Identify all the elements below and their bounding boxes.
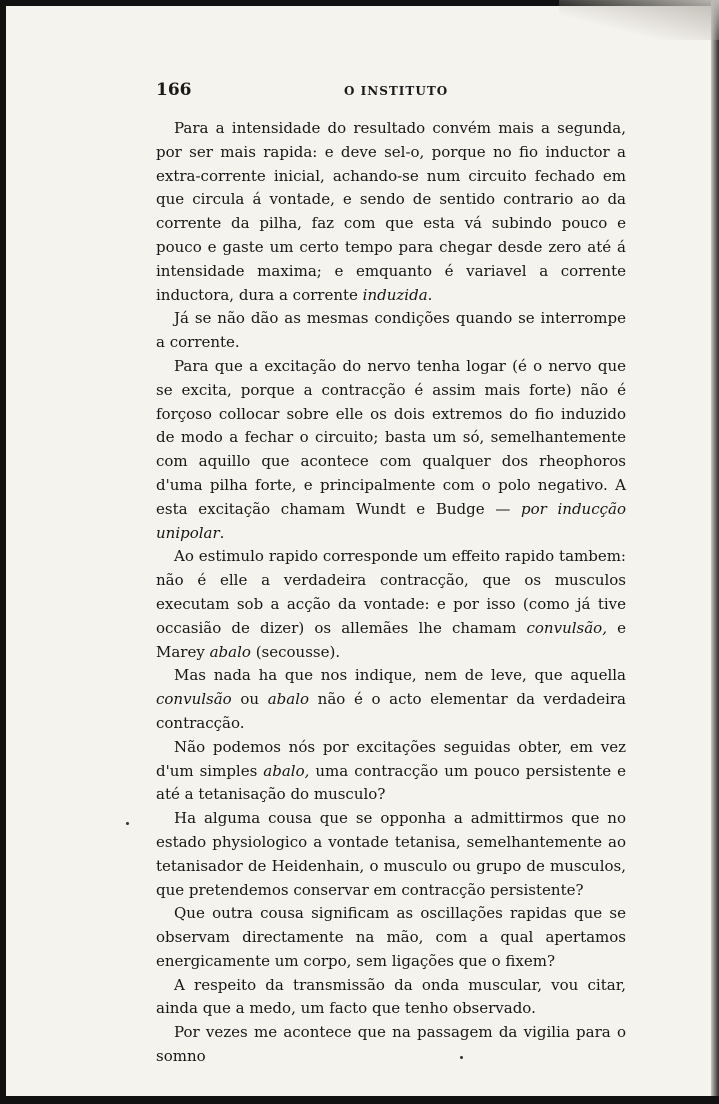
- paragraph: [156, 117, 626, 307]
- text-run: ou: [231, 690, 268, 709]
- paragraph: [156, 545, 626, 664]
- scan-speck: [460, 1056, 463, 1059]
- text-run: Ha alguma cousa que se opponha a admittirmos que no estado physiologico a vontade tetanisa, semelhantemente ao tetanisador de Heidenhain, o musculo ou grupo de musculos, que pretendemos conservar em contracção persistente?: [156, 809, 626, 899]
- text-run: Por vezes me acontece que na passagem da vigilia para o somno: [156, 1023, 626, 1066]
- paragraph: [156, 974, 626, 1022]
- italic-term: abalo,: [263, 761, 310, 780]
- text-run: .: [219, 523, 225, 542]
- scan-border-left: [0, 0, 6, 1104]
- page-header: [156, 80, 626, 104]
- text-run: Já se não dão as mesmas condições quando se interrompe a corrente.: [156, 309, 626, 352]
- running-head: O INSTITUTO: [344, 84, 449, 98]
- text-run: Para a intensidade do resultado convém mais a segunda, por ser mais rapida: e deve sel-o, porque no fio inductor a extra-corrente inicial, achando-se num circuito fechado em que circula á vontade, e sendo de sentido contrario ao da corrente da pilha, faz com que esta vá subindo pouco e pouco e gaste um certo tempo para chegar desde zero até á intensidade maxima; e emquanto é variavel a corrente inductora, dura a corrente: [156, 119, 626, 304]
- scan-border-right: [711, 0, 719, 1104]
- text-run: .: [427, 285, 433, 304]
- page-number: 166: [156, 80, 192, 100]
- paragraph: [156, 355, 626, 545]
- scan-speck: [126, 822, 129, 825]
- paragraph: [156, 807, 626, 902]
- text-run: Não podemos nós por excitações seguidas obter, em vez d'um simples: [156, 737, 626, 780]
- italic-term: abalo: [267, 690, 310, 709]
- italic-term: induzida: [362, 285, 428, 304]
- italic-term: abalo: [209, 642, 251, 661]
- text-run: A respeito da transmissão da onda muscular, vou citar, ainda que a medo, um facto que tenho observado.: [156, 975, 626, 1018]
- italic-term: convulsão: [156, 690, 232, 709]
- page-corner-shadow: [559, 0, 719, 40]
- text-run: Mas nada ha que nos indique, nem de leve, que aquella: [174, 666, 626, 685]
- paragraph: [156, 307, 626, 355]
- paragraph: [156, 736, 626, 807]
- text-run: Para que a excitação do nervo tenha logar (é o nervo que se excita, porque a contracção é assim mais forte) não é forçoso collocar sobre elle os dois extremos do fio induzido de modo a fechar o circuito; basta um só, semelhantemente com aquillo que acontece com qualquer dos rheophoros d'uma pilha forte, e principalmente com o polo negativo. A esta excitação chamam Wundt e Budge —: [156, 356, 626, 518]
- body-text: [156, 117, 626, 1069]
- paragraph: [156, 902, 626, 973]
- paragraph: [156, 1021, 626, 1069]
- text-run: e Marey: [156, 618, 626, 661]
- text-run: Ao estimulo rapido corresponde um effeito rapido tambem: não é elle a verdadeira contracção, que os musculos executam sob a acção da vontade: e por isso (como já tive occasião de dizer) os allemães lhe chamam: [156, 547, 626, 637]
- paragraph: [156, 664, 626, 735]
- text-run: Que outra cousa significam as oscillações rapidas que se observam directamente na mão, com a qual apertamos energicamente um corpo, sem ligações que o fixem?: [156, 904, 626, 970]
- scan-border-bottom: [0, 1096, 719, 1104]
- text-run: uma contracção um pouco persistente e até a tetanisação do musculo?: [156, 761, 626, 804]
- italic-term: convulsão,: [526, 618, 607, 637]
- italic-term: por inducção unipolar: [156, 499, 626, 542]
- text-run: não é o acto elementar da verdadeira contracção.: [156, 690, 626, 732]
- text-run: (secousse).: [250, 642, 341, 661]
